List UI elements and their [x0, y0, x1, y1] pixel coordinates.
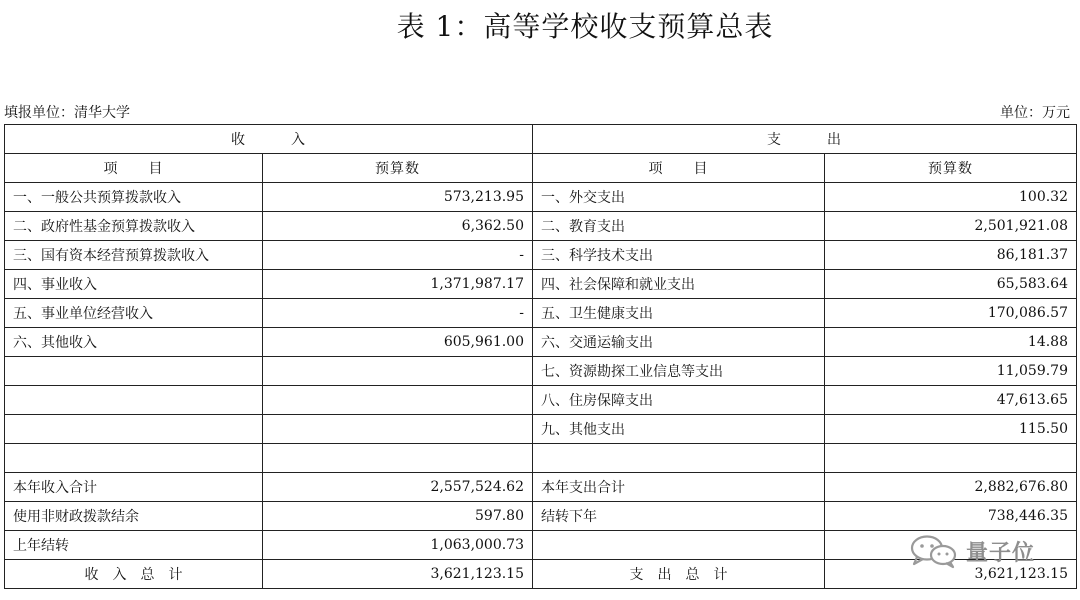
income-header: 收 入: [5, 125, 533, 154]
table-row: [5, 444, 1077, 473]
expense-item-cell: 三、科学技术支出: [533, 241, 825, 270]
table-row: [5, 531, 1077, 560]
table-row: [5, 241, 1077, 270]
table-row: [5, 502, 1077, 531]
table-row: [5, 473, 1077, 502]
currency-unit: 单位：万元: [1000, 105, 1070, 121]
income-total-label: 收 入 总 计: [5, 560, 263, 589]
income-item-cell: 一、一般公共预算拨款收入: [5, 183, 263, 212]
income-item-cell: 上年结转: [5, 531, 263, 560]
table-subheader-row: [5, 154, 1077, 183]
expense-item-header: 项 目: [533, 154, 825, 183]
table-header-row: [5, 125, 1077, 154]
expense-value-cell: 65,583.64: [825, 270, 1077, 299]
income-value-cell: -: [263, 299, 533, 328]
expense-value-cell: 738,446.35: [825, 502, 1077, 531]
expense-item-cell: 四、社会保障和就业支出: [533, 270, 825, 299]
expense-value-cell: 86,181.37: [825, 241, 1077, 270]
expense-item-cell: 八、住房保障支出: [533, 386, 825, 415]
table-row: [5, 386, 1077, 415]
income-budget-header: 预算数: [263, 154, 533, 183]
income-item-cell: 使用非财政拨款结余: [5, 502, 263, 531]
income-value-cell: [263, 357, 533, 386]
income-item-cell: 本年收入合计: [5, 473, 263, 502]
expense-item-cell: 二、教育支出: [533, 212, 825, 241]
expense-value-cell: [825, 444, 1077, 473]
table-row: [5, 299, 1077, 328]
totals-row: [5, 560, 1077, 589]
income-value-cell: -: [263, 241, 533, 270]
expense-item-cell: [533, 444, 825, 473]
expense-header: 支 出: [533, 125, 1077, 154]
expense-item-cell: 本年支出合计: [533, 473, 825, 502]
income-value-cell: 1,063,000.73: [263, 531, 533, 560]
table-row: [5, 212, 1077, 241]
income-item-header: 项 目: [5, 154, 263, 183]
income-item-cell: 四、事业收入: [5, 270, 263, 299]
filler-unit: 填报单位：清华大学: [4, 105, 130, 121]
income-value-cell: [263, 415, 533, 444]
expense-item-cell: 结转下年: [533, 502, 825, 531]
table-row: [5, 357, 1077, 386]
income-item-cell: 二、政府性基金预算拨款收入: [5, 212, 263, 241]
income-value-cell: 6,362.50: [263, 212, 533, 241]
table-row: [5, 328, 1077, 357]
expense-value-cell: [825, 531, 1077, 560]
income-item-cell: [5, 415, 263, 444]
income-item-cell: [5, 386, 263, 415]
expense-total-label: 支 出 总 计: [533, 560, 825, 589]
table-row: [5, 183, 1077, 212]
watermark-text: 量子位: [966, 540, 1036, 566]
income-value-cell: 605,961.00: [263, 328, 533, 357]
expense-item-cell: 七、资源勘探工业信息等支出: [533, 357, 825, 386]
income-item-cell: [5, 357, 263, 386]
document-title: 表 1：高等学校收支预算总表: [396, 10, 774, 43]
budget-table: [4, 124, 1077, 589]
income-value-cell: 2,557,524.62: [263, 473, 533, 502]
expense-value-cell: 100.32: [825, 183, 1077, 212]
expense-item-cell: 九、其他支出: [533, 415, 825, 444]
income-item-cell: 六、其他收入: [5, 328, 263, 357]
income-value-cell: 1,371,987.17: [263, 270, 533, 299]
income-item-cell: [5, 444, 263, 473]
expense-value-cell: 170,086.57: [825, 299, 1077, 328]
expense-value-cell: 14.88: [825, 328, 1077, 357]
income-total-value: 3,621,123.15: [263, 560, 533, 589]
expense-value-cell: 2,882,676.80: [825, 473, 1077, 502]
expense-item-cell: 六、交通运输支出: [533, 328, 825, 357]
expense-item-cell: [533, 531, 825, 560]
income-item-cell: 五、事业单位经营收入: [5, 299, 263, 328]
income-value-cell: 597.80: [263, 502, 533, 531]
expense-item-cell: 一、外交支出: [533, 183, 825, 212]
expense-budget-header: 预算数: [825, 154, 1077, 183]
expense-value-cell: 47,613.65: [825, 386, 1077, 415]
expense-value-cell: 11,059.79: [825, 357, 1077, 386]
table-row: [5, 270, 1077, 299]
expense-value-cell: 115.50: [825, 415, 1077, 444]
expense-value-cell: 2,501,921.08: [825, 212, 1077, 241]
expense-total-value: 3,621,123.15: [825, 560, 1077, 589]
income-value-cell: [263, 386, 533, 415]
expense-item-cell: 五、卫生健康支出: [533, 299, 825, 328]
income-value-cell: [263, 444, 533, 473]
income-item-cell: 三、国有资本经营预算拨款收入: [5, 241, 263, 270]
table-row: [5, 415, 1077, 444]
income-value-cell: 573,213.95: [263, 183, 533, 212]
